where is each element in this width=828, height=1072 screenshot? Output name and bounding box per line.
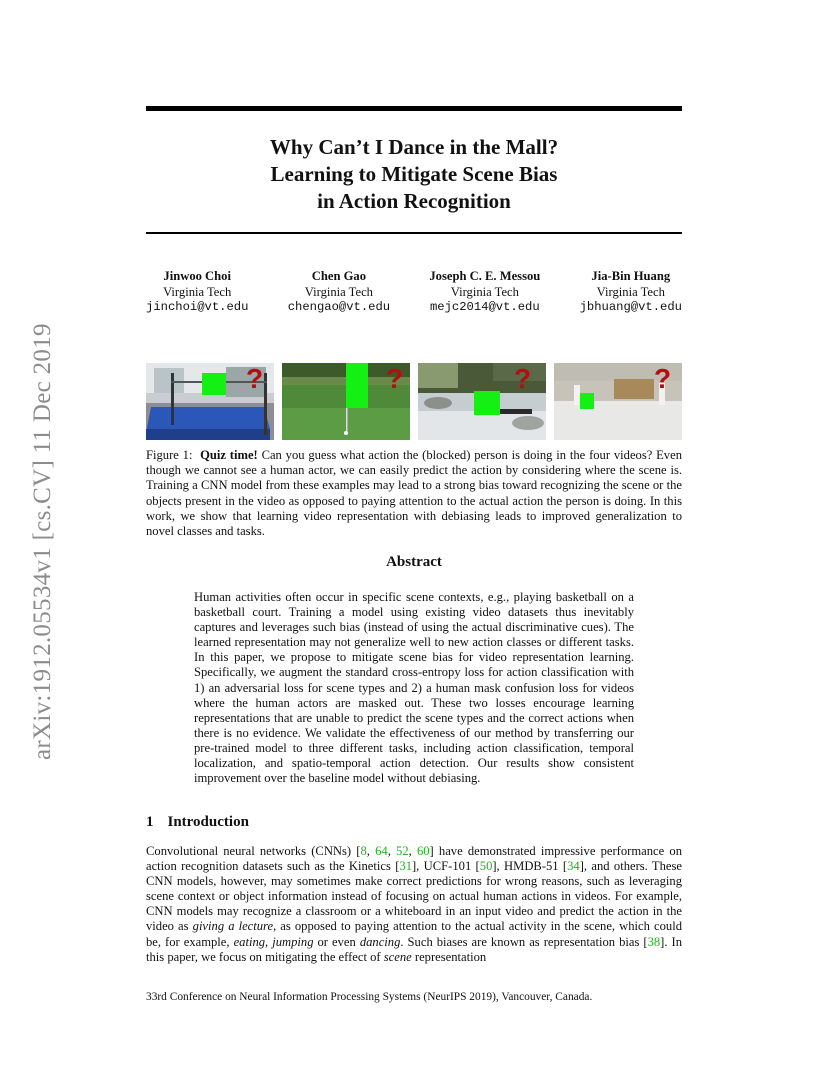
title-rule-bottom	[146, 232, 682, 234]
video-frame-river	[418, 363, 546, 440]
abstract-heading: Abstract	[386, 554, 442, 570]
author-email: chengao@vt.edu	[287, 300, 391, 314]
intro-emphasis: eating	[233, 934, 266, 949]
title-line-2: Learning to Mitigate Scene Bias	[270, 162, 558, 186]
caption-label: Figure 1:	[146, 448, 193, 462]
intro-text: ,	[366, 844, 376, 858]
question-mark: ?	[654, 363, 672, 394]
author-email: jbhuang@vt.edu	[579, 300, 682, 314]
citation-link[interactable]: 52	[396, 844, 409, 858]
author-1	[146, 269, 248, 316]
author-block	[146, 269, 682, 316]
author-email: mejc2014@vt.edu	[429, 300, 540, 314]
author-affiliation: Virginia Tech	[450, 284, 519, 299]
author-affiliation: Virginia Tech	[163, 284, 232, 299]
citation-link[interactable]: 60	[416, 844, 430, 858]
mask-box	[346, 363, 368, 408]
author-name: Jinwoo Choi	[163, 269, 231, 283]
author-name: Jia-Bin Huang	[591, 269, 671, 283]
paper-title	[146, 134, 682, 215]
caption-bold: Quiz time!	[200, 448, 258, 462]
intro-text: , as opposed to paying attention to the actual activity in the scene, which could be, for example,	[146, 919, 682, 949]
citation-link[interactable]: 31	[399, 859, 412, 874]
author-name: Chen Gao	[311, 269, 366, 283]
author-2	[288, 269, 390, 316]
video-frame-golf	[282, 363, 410, 440]
intro-emphasis: dancing	[359, 934, 401, 949]
intro-emphasis: scene	[383, 949, 412, 964]
section-number: 1	[146, 814, 154, 830]
title-rule-top	[146, 106, 682, 111]
mask-box	[474, 391, 500, 415]
intro-text: ,	[408, 844, 417, 858]
author-3	[429, 269, 540, 316]
intro-text: or even	[313, 934, 360, 949]
question-mark: ?	[246, 363, 264, 394]
citation-link[interactable]: 8	[360, 844, 367, 858]
intro-text: representation	[411, 949, 487, 964]
arxiv-stamp: arXiv:1912.05534v1 [cs.CV] 11 Dec 2019	[29, 323, 56, 760]
conference-footnote: 33rd Conference on Neural Information Processing Systems (NeurIPS 2019), Vancouver, Canada.	[146, 991, 593, 1003]
question-mark: ?	[386, 363, 404, 394]
intro-text: ]. In this paper, we focus on mitigating the effect of	[146, 934, 683, 964]
video-frame-mall	[554, 363, 682, 440]
citation-link[interactable]: 38	[647, 934, 661, 949]
author-email: jinchoi@vt.edu	[146, 300, 249, 314]
citation-link[interactable]: 64	[375, 844, 388, 858]
intro-text: ] have demonstrated impressive performance on action recognition datasets such as the Kinetics [	[146, 844, 682, 874]
intro-text: ], UCF-101 [	[411, 859, 480, 874]
intro-text: . Such biases are known as representation bias [	[400, 934, 648, 949]
abstract-text: Human activities often occur in specific scene contexts, e.g., playing basketball on a basketball court. Training a model using existing video datasets thus inevitably captures and leverages such bias (instead of using the actual discriminative cues). The learned representation may not generalize well to new action classes or different tasks. In this paper, we propose to mitigate scene bias for video representation learning. Specifically, we augment the standard cross-entropy loss for action classification with 1) an adversarial loss for scene types and 2) a human mask confusion loss for videos where the human actors are masked out. These two losses encourage learning representations that are unable to predict the scene types and the correct actions when there is no evidence. We validate the effectiveness of our method by transferring our pre-trained model to three different tasks, including action classification, temporal localization, and spatio-temporal action detection. Our results show consistent improvement over the baseline model without debiasing.	[194, 590, 634, 786]
introduction-text	[146, 844, 682, 965]
mask-box	[202, 373, 226, 395]
intro-text: ,	[265, 934, 273, 949]
intro-text: ,	[387, 844, 397, 858]
author-affiliation: Virginia Tech	[596, 284, 665, 299]
mask-box	[580, 393, 594, 409]
figure-1-caption	[146, 448, 682, 539]
author-affiliation: Virginia Tech	[304, 284, 373, 299]
intro-emphasis: giving a lecture	[192, 919, 274, 934]
citation-link[interactable]: 34	[567, 859, 580, 874]
intro-text: Convolutional neural networks (CNNs) [	[146, 844, 361, 858]
caption-text: Can you guess what action the (blocked) person is doing in the four videos? Even though we cannot see a human actor, we can easily predict the action by considering where the scene is. Training a CNN model from these examples may lead to a strong bias toward recognizing the scene or the objects present in the video as opposed to paying attention to the actual action the person is doing. In this work, we show that learning video representation with debiasing leads to improved generalization to novel classes and tasks.	[146, 448, 682, 539]
figure-1-images	[146, 363, 682, 440]
question-mark: ?	[514, 363, 532, 394]
video-frame-high-jump	[146, 363, 274, 440]
section-title: Introduction	[167, 814, 249, 830]
intro-text: ], HMDB-51 [	[492, 859, 568, 874]
title-line-3: in Action Recognition	[317, 189, 511, 213]
title-line-1: Why Can’t I Dance in the Mall?	[269, 135, 559, 159]
intro-text: ], and others. These CNN models, however, may sometimes make correct predictions for wrong reasons, such as leveraging scene context or object information instead of focusing on actual human actions in videos. For example, CNN models may recognize a classroom or a whiteboard in an input video and predict the action in the video as	[146, 859, 682, 934]
section-heading-introduction	[146, 814, 249, 831]
citation-link[interactable]: 50	[479, 859, 493, 874]
intro-emphasis: jumping	[272, 934, 314, 949]
author-name: Joseph C. E. Messou	[429, 269, 541, 283]
author-4	[580, 269, 682, 316]
